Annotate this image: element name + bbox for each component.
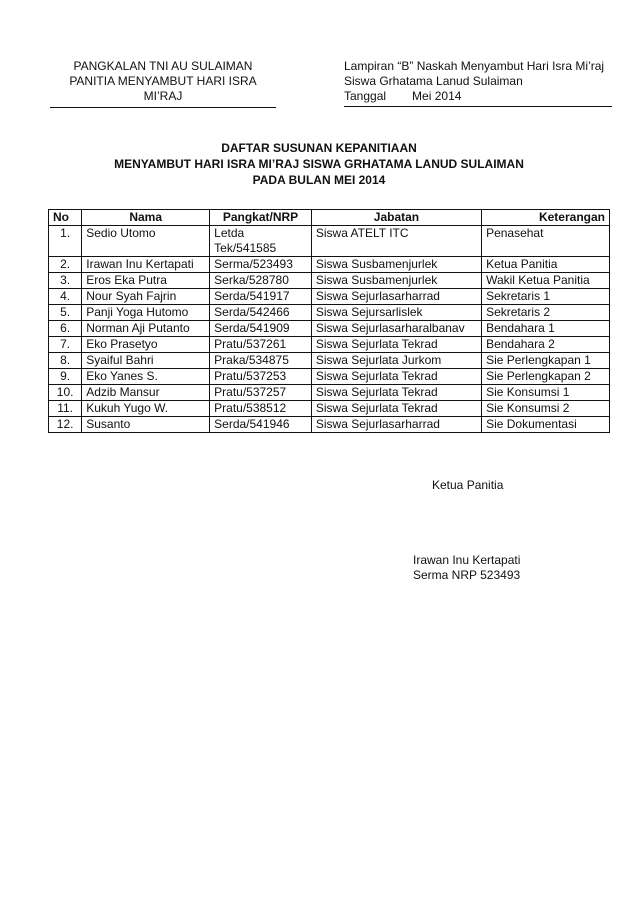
row-no-text: 4. bbox=[60, 289, 71, 303]
row-keterangan bbox=[482, 385, 610, 401]
row-no bbox=[49, 369, 82, 385]
title-line-2: MENYAMBUT HARI ISRA MI’RAJ SISWA GRHATAMA LANUD SULAIMAN bbox=[114, 157, 524, 171]
row-jabatan-text: Siswa Sejurlata Tekrad bbox=[315, 401, 438, 415]
row-nama bbox=[82, 257, 210, 273]
row-keterangan bbox=[482, 226, 610, 257]
header-pangkat: Pangkat/NRP bbox=[210, 210, 312, 226]
row-pangkat-text: Serda/541917 bbox=[214, 289, 290, 303]
row-jabatan-text: Siswa Sejurlasarharrad bbox=[315, 417, 440, 431]
date-label: Tanggal bbox=[344, 89, 387, 103]
row-nama-text: Norman Aji Putanto bbox=[86, 321, 190, 335]
row-nama-text: Nour Syah Fajrin bbox=[86, 289, 177, 303]
attachment-subject: Siswa Grhatama Lanud Sulaiman bbox=[344, 74, 523, 88]
row-keterangan bbox=[482, 369, 610, 385]
row-pangkat bbox=[210, 337, 312, 353]
row-no bbox=[49, 353, 82, 369]
table-row bbox=[49, 417, 610, 433]
signatory-name: Irawan Inu Kertapati bbox=[413, 553, 521, 567]
header-left-underline bbox=[50, 107, 276, 108]
table-row bbox=[49, 385, 610, 401]
row-pangkat bbox=[210, 369, 312, 385]
title-line-1: DAFTAR SUSUNAN KEPANITIAAN bbox=[221, 141, 417, 155]
row-keterangan bbox=[482, 257, 610, 273]
row-keterangan-text: Penasehat bbox=[486, 226, 544, 240]
row-keterangan-text: Sekretaris 1 bbox=[486, 289, 551, 303]
row-no-text: 10. bbox=[56, 385, 74, 399]
row-nama bbox=[82, 321, 210, 337]
row-no-text: 8. bbox=[60, 353, 71, 367]
row-pangkat-text: Pratu/537261 bbox=[214, 337, 287, 351]
row-pangkat-text-line2: Tek/541585 bbox=[214, 241, 277, 255]
row-jabatan bbox=[311, 417, 481, 433]
date-line bbox=[344, 89, 612, 104]
row-nama-text: Eko Yanes S. bbox=[86, 369, 158, 383]
header-no: No bbox=[49, 210, 82, 226]
row-keterangan bbox=[482, 353, 610, 369]
row-nama bbox=[82, 369, 210, 385]
row-pangkat-text: Letda bbox=[214, 226, 245, 240]
row-pangkat-text: Serda/542466 bbox=[214, 305, 290, 319]
table-row bbox=[49, 401, 610, 417]
row-nama-text: Eko Prasetyo bbox=[86, 337, 158, 351]
row-pangkat bbox=[210, 226, 312, 257]
row-pangkat bbox=[210, 257, 312, 273]
row-jabatan-text: Siswa Sejurlata Tekrad bbox=[315, 337, 438, 351]
row-pangkat-text: Serka/528780 bbox=[214, 273, 289, 287]
committee-table bbox=[48, 209, 610, 433]
row-jabatan bbox=[311, 369, 481, 385]
attachment-label: Lampiran “B” Naskah Menyambut Hari Isra Mi’raj bbox=[344, 59, 605, 73]
row-nama-text: Panji Yoga Hutomo bbox=[86, 305, 189, 319]
row-no-text: 12. bbox=[56, 417, 74, 431]
signatory-rank: Serma NRP 523493 bbox=[413, 568, 521, 582]
row-pangkat-text: Pratu/538512 bbox=[214, 401, 287, 415]
row-jabatan-text: Siswa ATELT ITC bbox=[315, 226, 409, 240]
table-row bbox=[49, 337, 610, 353]
row-nama-text: Syaiful Bahri bbox=[86, 353, 154, 367]
title-line-3: PADA BULAN MEI 2014 bbox=[252, 173, 386, 187]
row-keterangan bbox=[482, 289, 610, 305]
signature-block bbox=[413, 553, 520, 583]
row-nama-text: Sedio Utomo bbox=[86, 226, 156, 240]
row-jabatan-text: Siswa Susbamenjurlek bbox=[315, 257, 438, 271]
row-no bbox=[49, 226, 82, 257]
row-nama-text: Kukuh Yugo W. bbox=[86, 401, 169, 415]
table-row bbox=[49, 226, 610, 257]
row-nama bbox=[82, 289, 210, 305]
row-pangkat-text: Pratu/537253 bbox=[214, 369, 287, 383]
row-no-text: 9. bbox=[60, 369, 71, 383]
row-no bbox=[49, 305, 82, 321]
row-no-text: 1. bbox=[60, 226, 71, 240]
table-row bbox=[49, 289, 610, 305]
row-keterangan-text: Sie Perlengkapan 1 bbox=[486, 353, 591, 367]
row-keterangan-text: Sie Dokumentasi bbox=[486, 417, 577, 431]
row-keterangan-text: Sie Konsumsi 2 bbox=[486, 401, 570, 415]
row-no bbox=[49, 257, 82, 273]
table-row bbox=[49, 369, 610, 385]
row-no bbox=[49, 417, 82, 433]
row-keterangan-text: Sekretaris 2 bbox=[486, 305, 551, 319]
table-row bbox=[49, 305, 610, 321]
row-nama-text: Irawan Inu Kertapati bbox=[86, 257, 194, 271]
table-header-row bbox=[49, 210, 610, 226]
date-value: Mei 2014 bbox=[412, 89, 462, 103]
row-nama-text: Eros Eka Putra bbox=[86, 273, 167, 287]
table-row bbox=[49, 257, 610, 273]
row-nama bbox=[82, 385, 210, 401]
row-jabatan-text: Siswa Sejurlasarharrad bbox=[315, 289, 440, 303]
header-left bbox=[50, 59, 276, 108]
row-no bbox=[49, 385, 82, 401]
committee-name: PANITIA MENYAMBUT HARI ISRA MI’RAJ bbox=[69, 74, 257, 103]
row-jabatan-text: Siswa Sejurlasarharalbanav bbox=[315, 321, 465, 335]
row-jabatan bbox=[311, 305, 481, 321]
row-nama bbox=[82, 401, 210, 417]
row-pangkat bbox=[210, 321, 312, 337]
row-no-text: 11. bbox=[57, 401, 74, 415]
row-pangkat-text: Serda/541909 bbox=[214, 321, 290, 335]
institution-name: PANGKALAN TNI AU SULAIMAN bbox=[73, 59, 253, 73]
row-no-text: 5. bbox=[60, 305, 71, 319]
row-no-text: 6. bbox=[60, 321, 71, 335]
document-title bbox=[0, 140, 638, 188]
row-jabatan-text: Siswa Sejurlata Tekrad bbox=[315, 369, 438, 383]
row-jabatan-text: Siswa Sejurlata Jurkom bbox=[315, 353, 442, 367]
row-jabatan bbox=[311, 289, 481, 305]
row-keterangan bbox=[482, 305, 610, 321]
table-row bbox=[49, 353, 610, 369]
header-keterangan: Keterangan bbox=[482, 210, 610, 226]
row-no-text: 2. bbox=[60, 257, 71, 271]
row-no-text: 3. bbox=[60, 273, 71, 287]
row-jabatan bbox=[311, 385, 481, 401]
row-keterangan-text: Wakil Ketua Panitia bbox=[486, 273, 590, 287]
table-row bbox=[49, 273, 610, 289]
row-pangkat bbox=[210, 353, 312, 369]
row-pangkat bbox=[210, 305, 312, 321]
row-jabatan-text: Siswa Susbamenjurlek bbox=[315, 273, 438, 287]
row-nama-text: Susanto bbox=[86, 417, 131, 431]
row-nama bbox=[82, 337, 210, 353]
row-pangkat bbox=[210, 417, 312, 433]
row-no bbox=[49, 401, 82, 417]
row-nama bbox=[82, 226, 210, 257]
row-no bbox=[49, 337, 82, 353]
row-keterangan-text: Sie Perlengkapan 2 bbox=[486, 369, 591, 383]
row-pangkat bbox=[210, 289, 312, 305]
row-jabatan bbox=[311, 226, 481, 257]
row-no-text: 7. bbox=[60, 337, 71, 351]
row-no bbox=[49, 321, 82, 337]
row-keterangan-text: Bendahara 1 bbox=[486, 321, 555, 335]
row-nama bbox=[82, 273, 210, 289]
row-pangkat bbox=[210, 273, 312, 289]
signature-role: Ketua Panitia bbox=[432, 478, 504, 492]
row-jabatan bbox=[311, 353, 481, 369]
row-keterangan bbox=[482, 321, 610, 337]
row-nama bbox=[82, 305, 210, 321]
row-jabatan bbox=[311, 273, 481, 289]
header-right-underline bbox=[344, 106, 612, 107]
row-jabatan bbox=[311, 401, 481, 417]
row-pangkat-text: Serda/541946 bbox=[214, 417, 290, 431]
row-no bbox=[49, 289, 82, 305]
row-jabatan-text: Siswa Sejurlata Tekrad bbox=[315, 385, 438, 399]
row-jabatan bbox=[311, 321, 481, 337]
row-jabatan bbox=[311, 337, 481, 353]
row-pangkat bbox=[210, 385, 312, 401]
header-nama: Nama bbox=[82, 210, 210, 226]
row-keterangan bbox=[482, 417, 610, 433]
row-keterangan-text: Sie Konsumsi 1 bbox=[486, 385, 570, 399]
row-keterangan bbox=[482, 401, 610, 417]
row-nama bbox=[82, 353, 210, 369]
row-keterangan-text: Ketua Panitia bbox=[486, 257, 558, 271]
row-nama bbox=[82, 417, 210, 433]
row-pangkat bbox=[210, 401, 312, 417]
row-jabatan bbox=[311, 257, 481, 273]
row-nama-text: Adzib Mansur bbox=[86, 385, 160, 399]
header-jabatan: Jabatan bbox=[311, 210, 481, 226]
row-jabatan-text: Siswa Sejursarlislek bbox=[315, 305, 423, 319]
row-keterangan-text: Bendahara 2 bbox=[486, 337, 555, 351]
row-pangkat-text: Serma/523493 bbox=[214, 257, 293, 271]
row-keterangan bbox=[482, 337, 610, 353]
row-pangkat-text: Praka/534875 bbox=[214, 353, 289, 367]
row-no bbox=[49, 273, 82, 289]
row-pangkat-text: Pratu/537257 bbox=[214, 385, 287, 399]
row-keterangan bbox=[482, 273, 610, 289]
table-row bbox=[49, 321, 610, 337]
header-right bbox=[344, 59, 612, 107]
